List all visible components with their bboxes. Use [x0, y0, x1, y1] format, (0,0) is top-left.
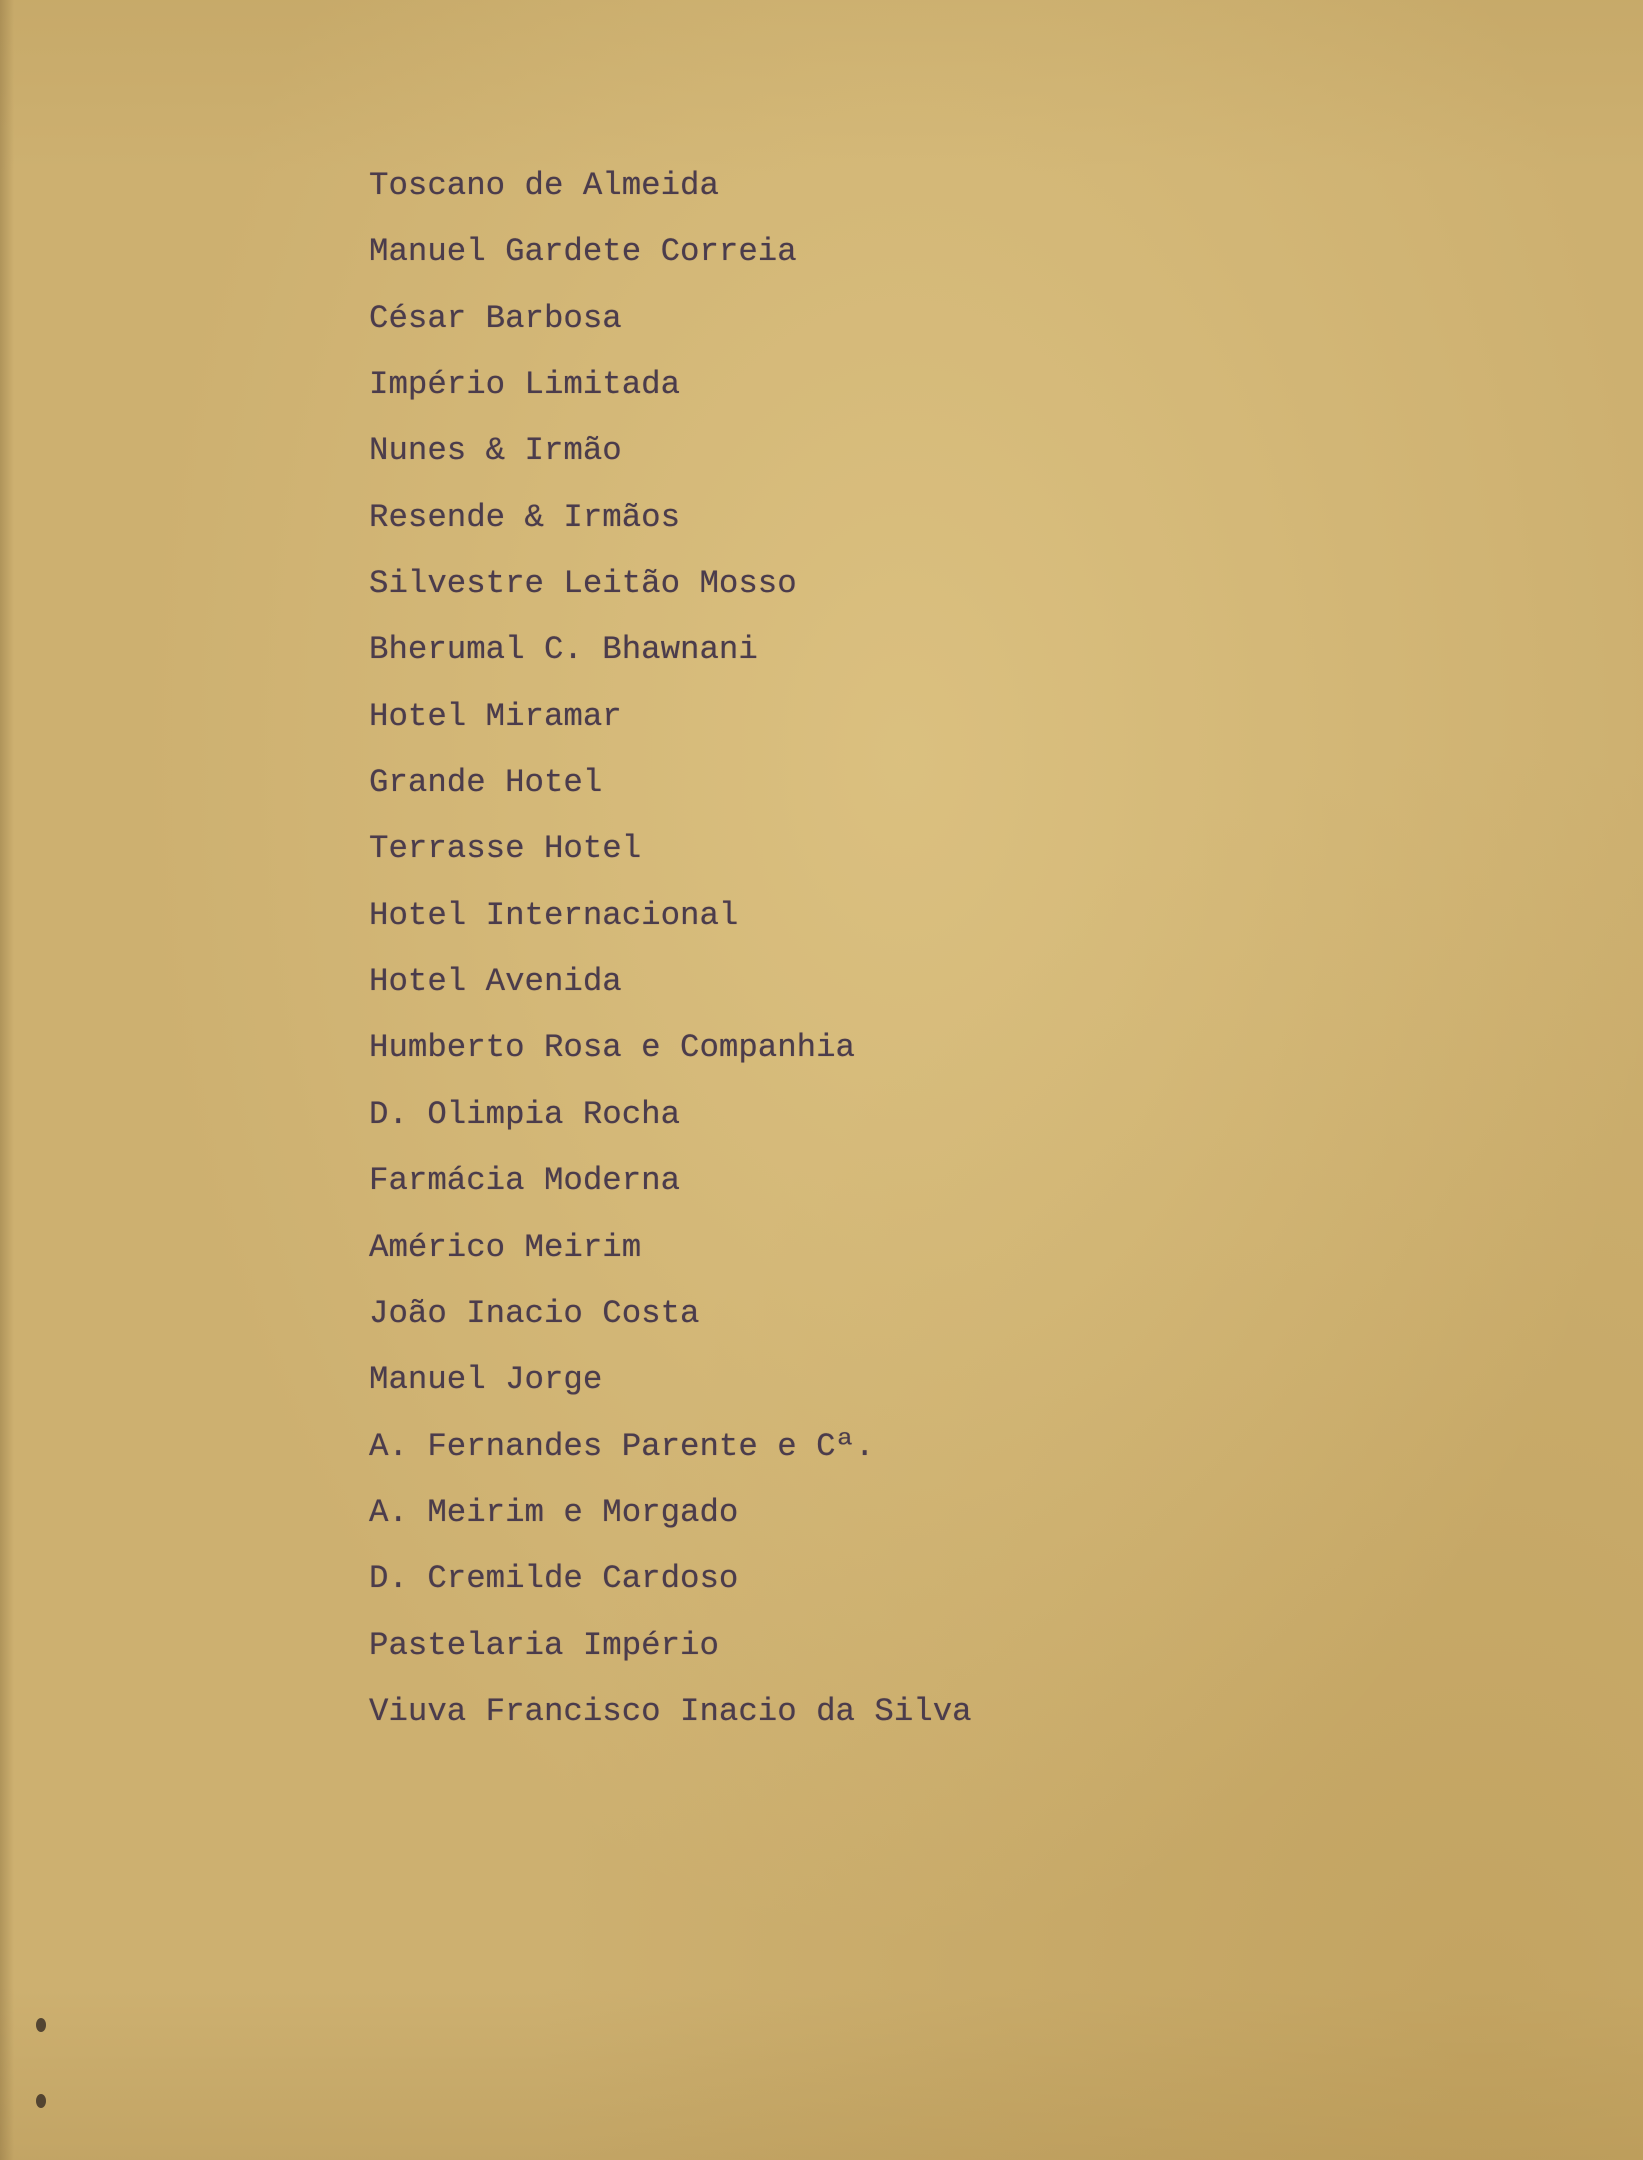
list-item: D. Olimpia Rocha [369, 1095, 681, 1133]
list-item: Bherumal C. Bhawnani [369, 631, 758, 669]
list-item: Nunes & Irmão [369, 432, 622, 470]
list-item: Terrasse Hotel [369, 830, 642, 868]
list-item: César Barbosa [369, 299, 622, 337]
list-item: Humberto Rosa e Companhia [369, 1029, 855, 1067]
list-item: Viuva Francisco Inacio da Silva [369, 1692, 972, 1730]
list-item: Resende & Irmãos [369, 498, 681, 536]
list-item: A. Fernandes Parente e Cª. [369, 1427, 875, 1465]
list-item: Farmácia Moderna [369, 1162, 681, 1200]
list-item: Manuel Jorge [369, 1361, 603, 1399]
list-item: Hotel Internacional [369, 896, 739, 934]
list-item: A. Meirim e Morgado [369, 1493, 739, 1531]
list-item: Hotel Miramar [369, 697, 622, 735]
binding-hole-mark [36, 2094, 46, 2108]
list-item: Américo Meirim [369, 1228, 642, 1266]
list-item: Grande Hotel [369, 764, 603, 802]
binding-hole-mark [36, 2018, 46, 2032]
list-item: Império Limitada [369, 366, 681, 404]
list-item: Silvestre Leitão Mosso [369, 565, 797, 603]
list-item: João Inacio Costa [369, 1294, 700, 1332]
name-list [369, 153, 1469, 1745]
list-item: Pastelaria Império [369, 1626, 719, 1664]
list-item: D. Cremilde Cardoso [369, 1560, 739, 1598]
list-item: Manuel Gardete Correia [369, 233, 797, 271]
list-item: Hotel Avenida [369, 963, 622, 1001]
list-item: Toscano de Almeida [369, 167, 719, 204]
